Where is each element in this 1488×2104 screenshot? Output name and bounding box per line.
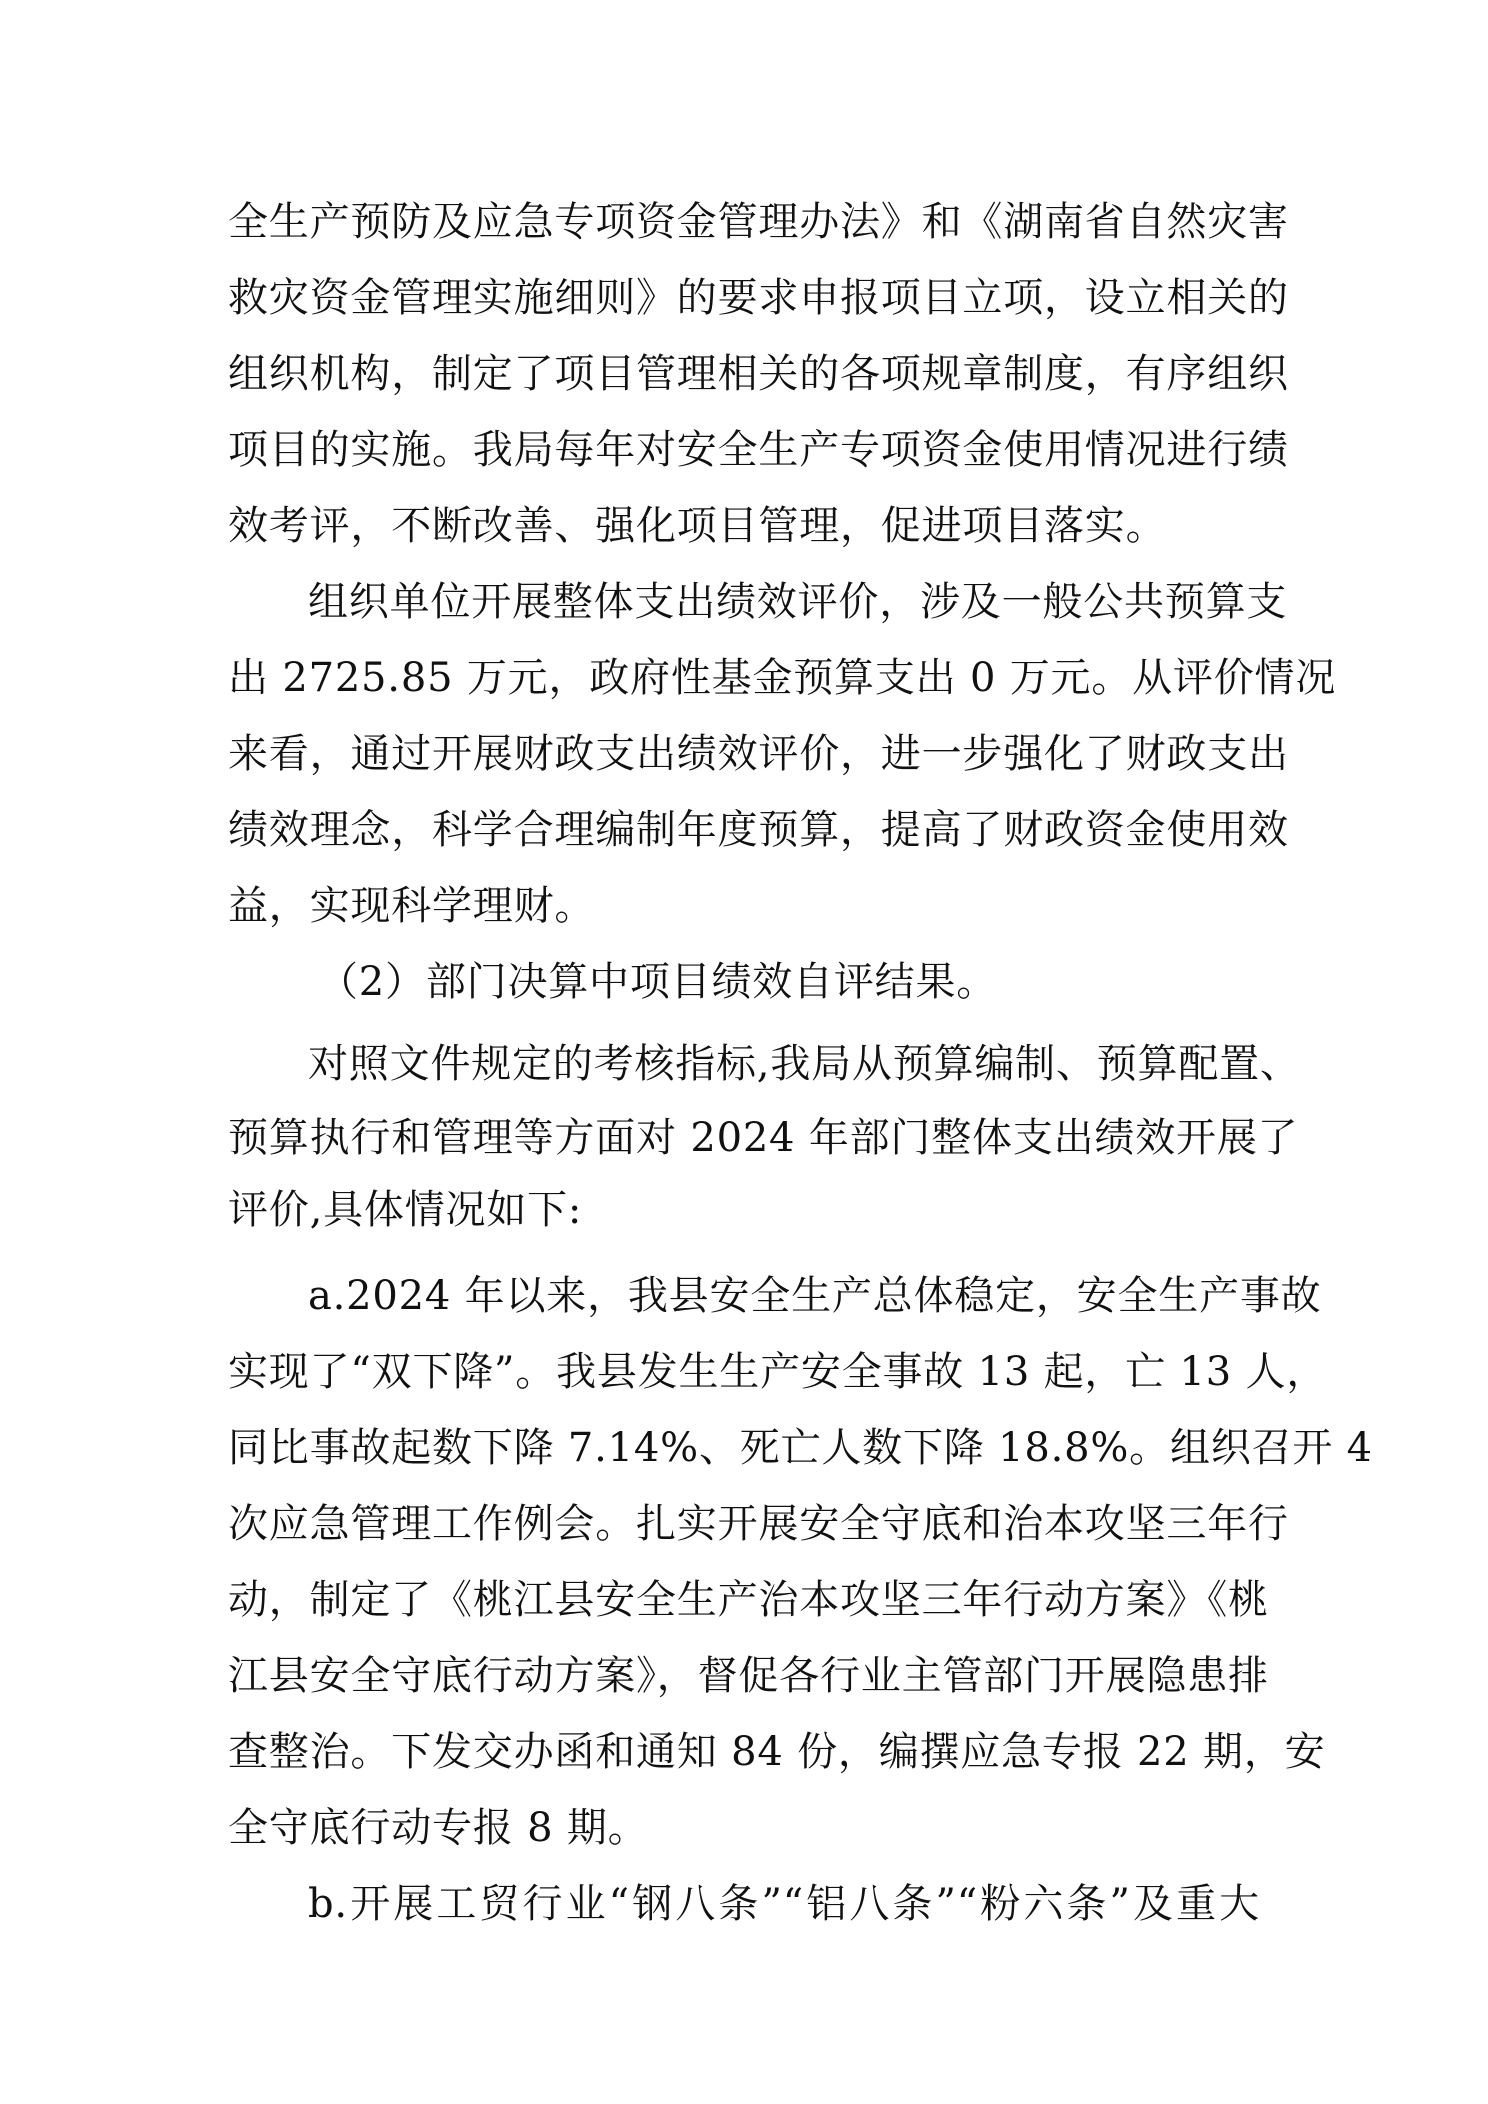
- paragraph-line: 预算执行和管理等方面对 2024 年部门整体支出绩效开展了: [228, 1115, 1299, 1161]
- paragraph-line: 实现了“双下降”。我县发生生产安全事故 13 起，亡 13 人，: [228, 1349, 1328, 1395]
- paragraph-line: 次应急管理工作例会。扎实开展安全守底和治本攻坚三年行: [228, 1501, 1289, 1547]
- paragraph-line: 组织机构，制定了项目管理相关的各项规章制度，有序组织: [228, 351, 1289, 397]
- paragraph-line: 同比事故起数下降 7.14%、死亡人数下降 18.8%。组织召开 4: [228, 1425, 1373, 1471]
- paragraph-line: 效考评，不断改善、强化项目管理，促进项目落实。: [228, 503, 1167, 549]
- paragraph-line: 全守底行动专报 8 期。: [228, 1805, 649, 1851]
- paragraph-line: b.开展工贸行业“钢八条”“铝八条”“粉六条”及重大: [308, 1881, 1260, 1927]
- paragraph-line: 出 2725.85 万元，政府性基金预算支出 0 万元。从评价情况: [228, 655, 1337, 701]
- paragraph-line: 救灾资金管理实施细则》的要求申报项目立项，设立相关的: [228, 275, 1289, 321]
- paragraph-line: 对照文件规定的考核指标,我局从预算编制、预算配置、: [308, 1041, 1301, 1087]
- paragraph-line: 评价,具体情况如下:: [228, 1187, 583, 1233]
- paragraph-line: 全生产预防及应急专项资金管理办法》和《湖南省自然灾害: [228, 199, 1289, 245]
- paragraph-line: 来看，通过开展财政支出绩效评价，进一步强化了财政支出: [228, 731, 1289, 777]
- paragraph-line: 组织单位开展整体支出绩效评价，涉及一般公共预算支: [308, 579, 1288, 625]
- section-heading: （2）部门决算中项目绩效自评结果。: [318, 959, 998, 1005]
- paragraph-line: 江县安全守底行动方案》，督促各行业主管部门开展隐患排: [228, 1653, 1269, 1699]
- paragraph-line: 动，制定了《桃江县安全生产治本攻坚三年行动方案》《桃: [228, 1577, 1269, 1623]
- paragraph-line: 项目的实施。我局每年对安全生产专项资金使用情况进行绩: [228, 427, 1289, 473]
- paragraph-line: 绩效理念，科学合理编制年度预算，提高了财政资金使用效: [228, 807, 1289, 853]
- paragraph-line: a.2024 年以来，我县安全生产总体稳定，安全生产事故: [308, 1273, 1322, 1319]
- paragraph-line: 查整治。下发交办函和通知 84 份，编撰应急专报 22 期，安: [228, 1729, 1326, 1775]
- paragraph-line: 益，实现科学理财。: [228, 883, 596, 929]
